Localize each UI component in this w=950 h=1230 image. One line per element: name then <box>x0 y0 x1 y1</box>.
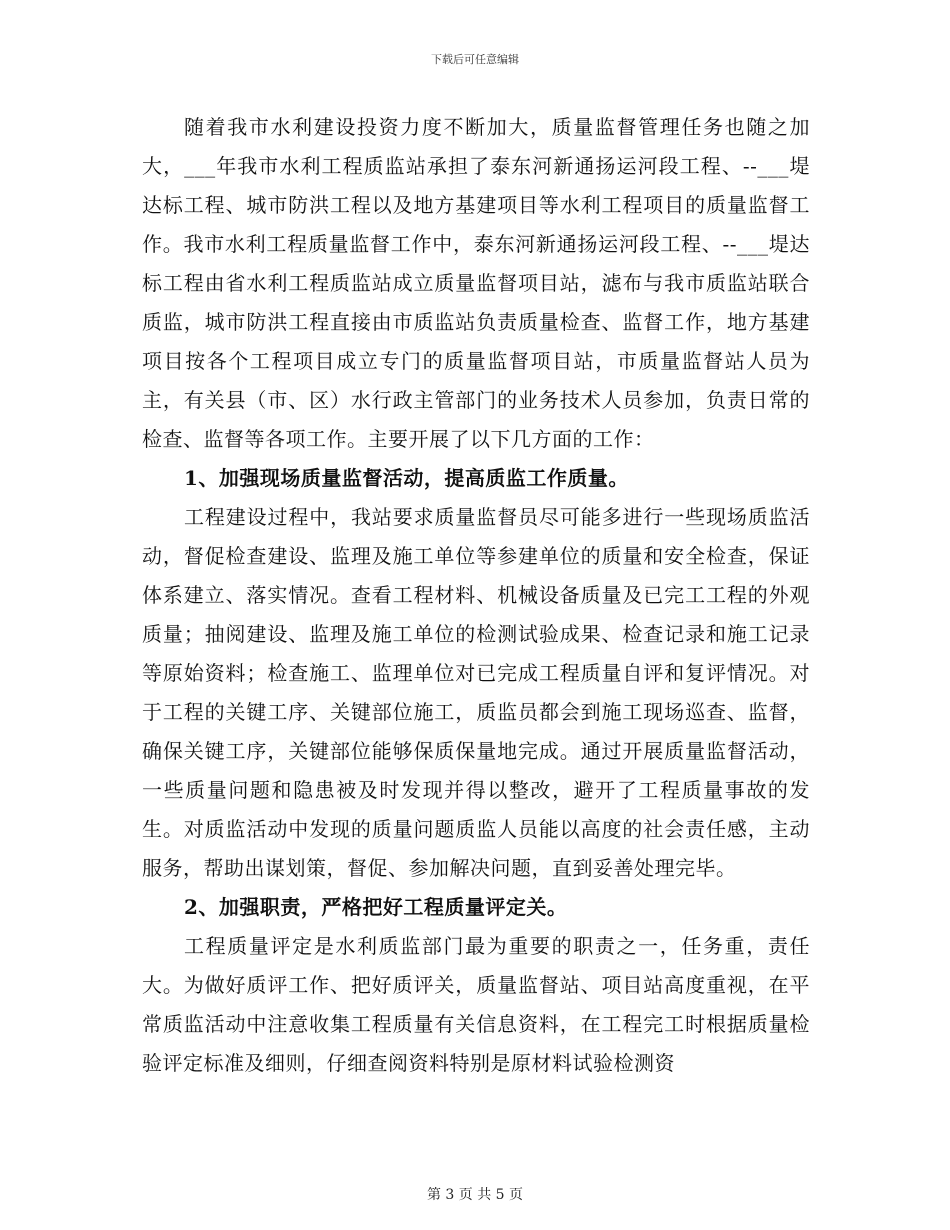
page-number-footer: 第 3 页 共 5 页 <box>426 1187 524 1203</box>
section-heading-2: 2、加强职责，严格把好工程质量评定关。 <box>184 895 568 919</box>
page-header-note: 下载后可任意编辑 <box>431 53 519 66</box>
document-body <box>142 108 810 1083</box>
section-heading-1: 1、加强现场质量监督活动，提高质监工作质量。 <box>184 466 629 490</box>
section-2-paragraph: 工程质量评定是水利质监部门最为重要的职责之一，任务重，责任大。为做好质评工作、把好质评关，质量监督站、项目站高度重视，在平常质监活动中注意收集工程质量有关信息资料，在工程完工时根据质量检验评定标准及细则，仔细查阅资料特别是原材料试验检测资 <box>142 934 810 1075</box>
intro-paragraph: 随着我市水利建设投资力度不断加大，质量监督管理任务也随之加大，___年我市水利工程质监站承担了泰东河新通扬运河段工程、--___堤达标工程、城市防洪工程以及地方基建项目等水利工程项目的质量监督工作。我市水利工程质量监督工作中，泰东河新通扬运河段工程、--___堤达标工程由省水利工程质监站成立质量监督项目站，滤布与我市质监站联合质监，城市防洪工程直接由市质监站负责质量检查、监督工作，地方基建项目按各个工程项目成立专门的质量监督项目站，市质量监督站人员为主，有关县（市、区）水行政主管部门的业务技术人员参加，负责日常的检查、监督等各项工作。主要开展了以下几方面的工作： <box>142 115 810 451</box>
section-1-paragraph: 工程建设过程中，我站要求质量监督员尽可能多进行一些现场质监活动，督促检查建设、监理及施工单位等参建单位的质量和安全检查，保证体系建立、落实情况。查看工程材料、机械设备质量及已完工工程的外观质量；抽阅建设、监理及施工单位的检测试验成果、检查记录和施工记录等原始资料；检查施工、监理单位对已完成工程质量自评和复评情况。对于工程的关键工序、关键部位施工，质监员都会到施工现场巡查、监督，确保关键工序，关键部位能够保质保量地完成。通过开展质量监督活动，一些质量问题和隐患被及时发现并得以整改，避开了工程质量事故的发生。对质监活动中发现的质量问题质监人员能以高度的社会责任感，主动服务，帮助出谋划策，督促、参加解决问题，直到妥善处理完毕。 <box>142 505 810 880</box>
